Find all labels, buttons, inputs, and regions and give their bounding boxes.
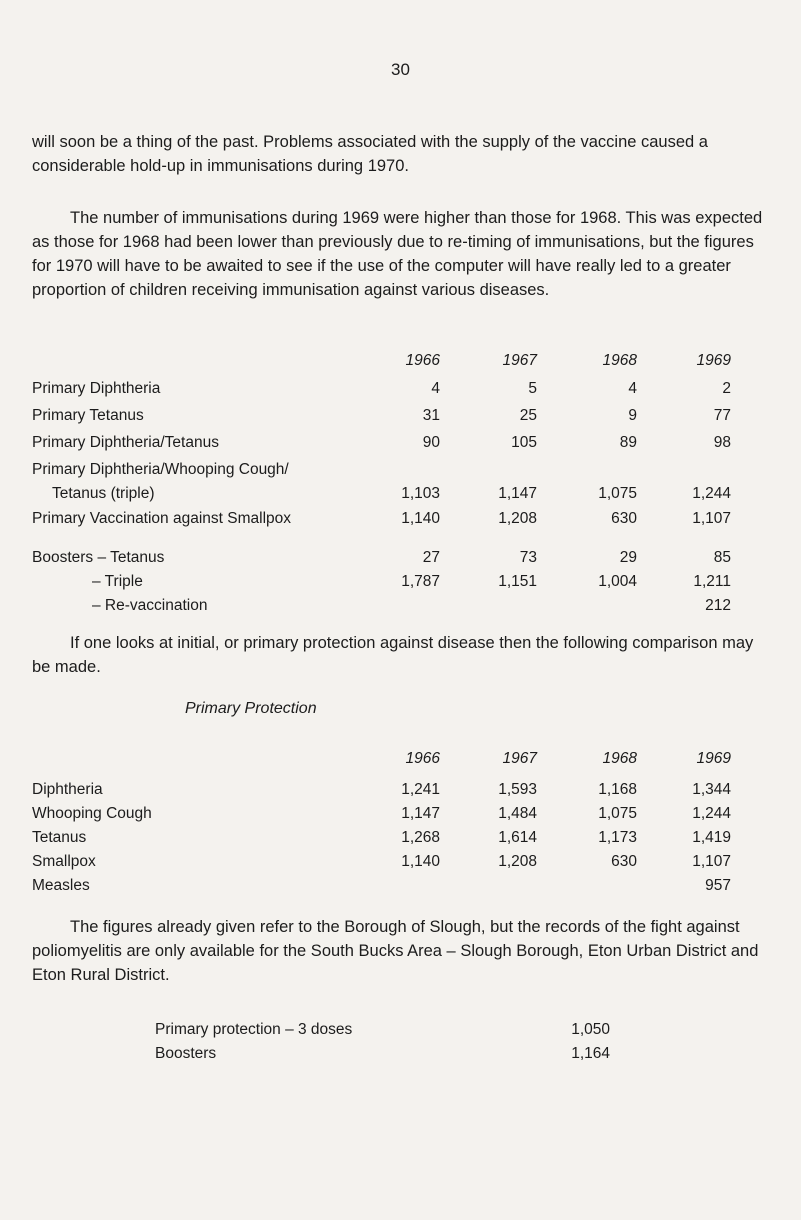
polio-cell: 1,050	[571, 1021, 610, 1038]
table2-cell: 1,484	[498, 805, 537, 822]
table1-cell: 31	[422, 407, 440, 424]
intro-paragraph: will soon be a thing of the past. Problems associated with the supply of the vaccine caused a considerable hold-up in immunisations during 1970.	[32, 133, 708, 175]
table2-year-1969: 1969	[696, 750, 731, 767]
table1-cell: 89	[619, 434, 637, 451]
table1-year-1969: 1969	[696, 352, 731, 369]
table2-cell: 1,168	[598, 781, 637, 798]
table2-cell: 1,268	[401, 829, 440, 846]
polio-cell: 1,164	[571, 1045, 610, 1062]
table2-cell: 1,241	[401, 781, 440, 798]
table1-cell: 27	[422, 549, 440, 566]
table1-cell: 90	[422, 434, 440, 451]
table1-cell: 105	[511, 434, 537, 451]
table1-row-label: Primary Diphtheria/Whooping Cough/	[32, 461, 289, 478]
table1-cell: 1,151	[498, 573, 537, 590]
table1-cell: 2	[722, 380, 731, 397]
table1-row-label: Primary Diphtheria/Tetanus	[32, 434, 219, 451]
table2-row-label: Measles	[32, 877, 90, 894]
table1-row-label: Primary Tetanus	[32, 407, 144, 424]
table1-cell: 9	[628, 407, 637, 424]
table2-row-label: Diphtheria	[32, 781, 103, 798]
table1-cell: 77	[713, 407, 731, 424]
table1-cell: 4	[431, 380, 440, 397]
table1-cell: 85	[713, 549, 731, 566]
table1-year-1966: 1966	[405, 352, 440, 369]
table2-cell: 1,208	[498, 853, 537, 870]
table1-row-label: – Re-vaccination	[92, 597, 208, 614]
table2-year-1966: 1966	[405, 750, 440, 767]
table1-cell: 73	[519, 549, 537, 566]
table1-cell: 4	[628, 380, 637, 397]
table1-cell: 1,075	[598, 485, 637, 502]
table1-cell: 630	[611, 510, 637, 527]
table2-row-label: Whooping Cough	[32, 805, 152, 822]
table2-cell: 1,344	[692, 781, 731, 798]
table2-caption: Primary Protection	[185, 700, 317, 717]
table2-cell: 1,147	[401, 805, 440, 822]
table1-row-label: Primary Diphtheria	[32, 380, 161, 397]
table2-row-label: Tetanus	[32, 829, 87, 846]
table2-year-1968: 1968	[602, 750, 637, 767]
table1-cell: 1,244	[692, 485, 731, 502]
table1-cell: 1,004	[598, 573, 637, 590]
table1-cell: 1,147	[498, 485, 537, 502]
table1-cell: 1,208	[498, 510, 537, 527]
table1-cell: 1,103	[401, 485, 440, 502]
table2-cell: 630	[611, 853, 637, 870]
table2-cell: 1,107	[692, 853, 731, 870]
table1-cell: 212	[705, 597, 731, 614]
table2-row-label: Smallpox	[32, 853, 96, 870]
table1-cell: 1,140	[401, 510, 440, 527]
table2-cell: 1,593	[498, 781, 537, 798]
table1-cell: 29	[619, 549, 637, 566]
polio-paragraph: The figures already given refer to the Borough of Slough, but the records of the fight against poliomyelitis are only available for the South Bucks Area – Slough Borough, Eton Urban District and Eton Rural District.	[32, 918, 759, 984]
comparison-paragraph: If one looks at initial, or primary protection against disease then the following comparison may be made.	[32, 634, 754, 676]
polio-row-label: Primary protection – 3 doses	[155, 1021, 353, 1038]
table1-row-label-continued: Tetanus (triple)	[52, 485, 155, 502]
table1-row-label: Boosters – Tetanus	[32, 549, 165, 566]
table2-year-1967: 1967	[502, 750, 537, 767]
table1-cell: 98	[713, 434, 731, 451]
table1-cell: 5	[528, 380, 537, 397]
table1-cell: 1,787	[401, 573, 440, 590]
table2-cell: 1,173	[598, 829, 637, 846]
table1-cell: 1,211	[693, 573, 731, 590]
page-number: 30	[391, 60, 410, 79]
table1-row-label: Primary Vaccination against Smallpox	[32, 510, 292, 527]
immunisation-paragraph: The number of immunisations during 1969 were higher than those for 1968. This was expected as those for 1968 had been lower than previously due to re-timing of immunisations, but the figures for 1970 will have to be awaited to see if the use of the computer will have really led to a greater proportion of children receiving immunisation against various diseases.	[32, 209, 763, 299]
table2-cell: 1,419	[692, 829, 731, 846]
table2-cell: 957	[705, 877, 731, 894]
table2-cell: 1,075	[598, 805, 637, 822]
polio-row-label: Boosters	[155, 1045, 217, 1062]
table2-cell: 1,614	[498, 829, 537, 846]
table2-cell: 1,244	[692, 805, 731, 822]
table1-cell: 25	[519, 407, 537, 424]
table1-row-label: – Triple	[92, 573, 143, 590]
table1-year-1967: 1967	[502, 352, 537, 369]
table2-cell: 1,140	[401, 853, 440, 870]
table1-year-1968: 1968	[602, 352, 637, 369]
table1-cell: 1,107	[692, 510, 731, 527]
